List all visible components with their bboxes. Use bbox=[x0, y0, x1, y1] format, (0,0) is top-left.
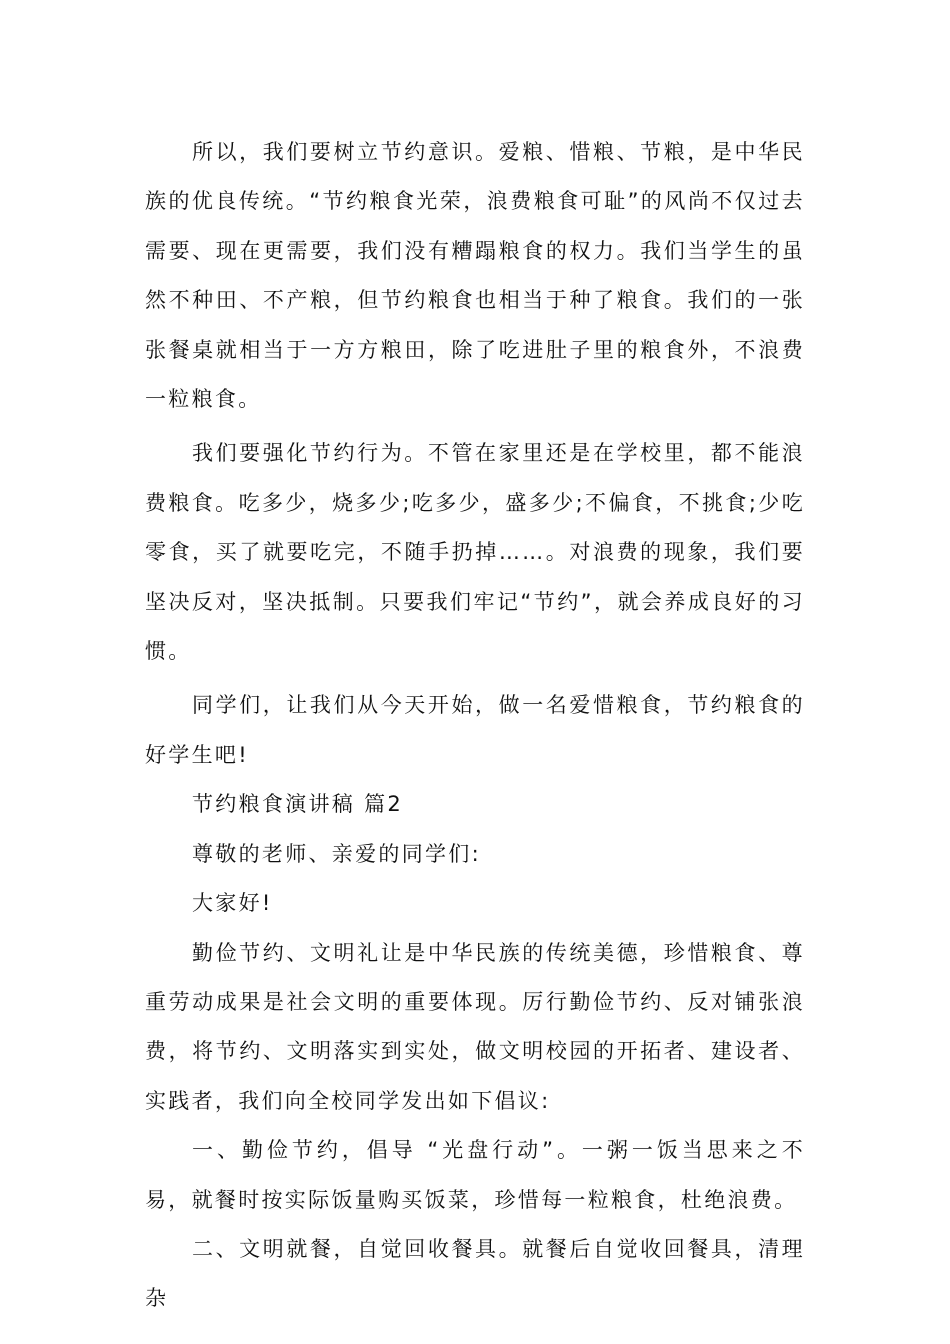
salutation: 尊敬的老师、亲爱的同学们: bbox=[192, 841, 481, 866]
paragraph-conservation-behavior: 我们要强化节约行为。不管在家里还是在学校里，都不能浪费粮食。吃多少，烧多少;吃多少，盛多少;不偏食，不挑食;少吃零食，买了就要吃完，不随手扔掉……。对浪费的现象，我们要坚决反对，坚决抵制。只要我们牢记“节约”，就会养成良好的习惯。 bbox=[145, 441, 805, 664]
speech-heading: 节约粮食演讲稿 篇2 bbox=[192, 792, 404, 817]
paragraph-virtues-proposal: 勤俭节约、文明礼让是中华民族的传统美德，珍惜粮食、尊重劳动成果是社会文明的重要体现。厉行勤俭节约、反对铺张浪费，将节约、文明落实到实处，做文明校园的开拓者、建设者、实践者，我们向全校同学发出如下倡议: bbox=[145, 940, 805, 1113]
paragraph-conservation-awareness: 所以，我们要树立节约意识。爱粮、惜粮、节粮，是中华民族的优良传统。“节约粮食光荣，浪费粮食可耻”的风尚不仅过去需要、现在更需要，我们没有糟蹋粮食的权力。我们当学生的虽然不种田、不产粮，但节约粮食也相当于种了粮食。我们的一张张餐桌就相当于一方方粮田，除了吃进肚子里的粮食外，不浪费一粒粮食。 bbox=[145, 140, 805, 412]
greeting: 大家好! bbox=[192, 891, 273, 916]
paragraph-proposal-two: 二、文明就餐，自觉回收餐具。就餐后自觉收回餐具，清理杂 bbox=[145, 1236, 805, 1311]
paragraph-call-to-students: 同学们，让我们从今天开始，做一名爱惜粮食，节约粮食的好学生吧! bbox=[145, 693, 805, 767]
document-body bbox=[145, 128, 805, 1324]
paragraph-proposal-one: 一、勤俭节约，倡导 “光盘行动”。一粥一饭当思来之不易，就餐时按实际饭量购买饭菜，珍惜每一粒粮食，杜绝浪费。 bbox=[145, 1138, 805, 1212]
